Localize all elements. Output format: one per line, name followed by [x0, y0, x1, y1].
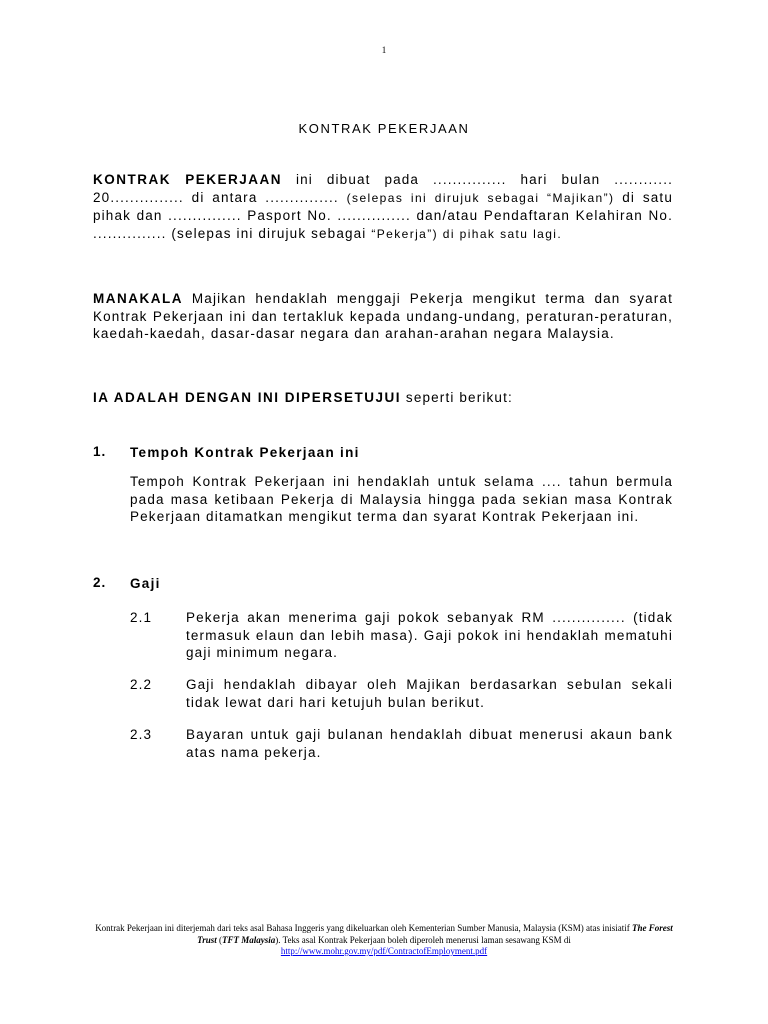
page-number: 1	[381, 45, 387, 55]
clause-2-3-number: 2.3	[130, 727, 153, 742]
section-1-heading: Tempoh Kontrak Pekerjaan ini	[130, 445, 360, 460]
section-1-body: Tempoh Kontrak Pekerjaan ini hendaklah untuk selama .... tahun bermula pada masa ketibaan Pekerja di Malaysia hingga pada sekian masa Kontrak Pekerjaan ditamatkan mengikut terma dan syarat Kontrak Pekerjaan ini.	[130, 474, 673, 524]
footer-link[interactable]: http://www.mohr.gov.my/pdf/ContractofEmployment.pdf	[280, 946, 488, 956]
section-1-number: 1.	[93, 444, 107, 459]
clause-2-2-text: Gaji hendaklah dibayar oleh Majikan berdasarkan sebulan sekali tidak lewat dari hari ketujuh bulan berikut.	[186, 677, 673, 710]
intro-text-small-a: (selepas ini dirujuk sebagai “Majikan”)	[346, 190, 615, 205]
section-2-number: 2.	[93, 575, 107, 590]
clause-2-1-number: 2.1	[130, 610, 153, 625]
footer-text-a: Kontrak Pekerjaan ini diterjemah dari teks asal Bahasa Inggeris yang dikeluarkan oleh Kementerian Sumber Manusia, Malaysia (KSM) atas inisiatif	[95, 923, 633, 933]
clause-2-2-number: 2.2	[130, 677, 153, 692]
manakala-text: Majikan hendaklah menggaji Pekerja mengikut terma dan syarat Kontrak Pekerjaan ini dan tertakluk kepada undang-undang, peraturan-peraturan, kaedah-kaedah, dasar-dasar negara dan arahan-arahan negara Malaysia.	[93, 291, 673, 341]
intro-paragraph	[93, 171, 673, 243]
footer-org: The Forest Trust	[197, 923, 673, 945]
clause-2-1-text: Pekerja akan menerima gaji pokok sebanyak RM ............... (tidak termasuk elaun dan lebih masa). Gaji pokok ini hendaklah mematuhi gaji minimum negara.	[186, 610, 673, 660]
agreement-bold-lead: IA ADALAH DENGAN INI DIPERSETUJUI	[93, 390, 402, 405]
agreement-text: seperti berikut:	[401, 390, 513, 405]
intro-text-a: ini dibuat pada ............... hari bulan ............ 20............... di antara ...............	[93, 172, 673, 205]
intro-text-b: di satu pihak dan ............... Pasport No. ............... dan/atau Pendaftaran Kelahiran No. ............... (selepas ini dirujuk sebagai	[93, 189, 673, 241]
section-2-heading: Gaji	[130, 576, 161, 591]
footer-text-b: (	[216, 934, 223, 945]
document-title: KONTRAK PEKERJAAN	[298, 121, 470, 136]
footer-note	[90, 923, 678, 958]
intro-text-small-b: “Pekerja”) di pihak satu lagi.	[371, 226, 563, 241]
footer-org-abbr: TFT Malaysia	[222, 934, 276, 945]
intro-bold-lead: KONTRAK PEKERJAAN	[93, 172, 283, 187]
clause-2-3-text: Bayaran untuk gaji bulanan hendaklah dibuat menerusi akaun bank atas nama pekerja.	[186, 727, 673, 760]
manakala-bold-lead: MANAKALA	[93, 291, 183, 306]
footer-text-c: ). Teks asal Kontrak Pekerjaan boleh diperoleh menerusi laman sesawang KSM di	[275, 934, 571, 945]
agreement-paragraph	[93, 389, 673, 407]
manakala-paragraph	[93, 290, 673, 343]
